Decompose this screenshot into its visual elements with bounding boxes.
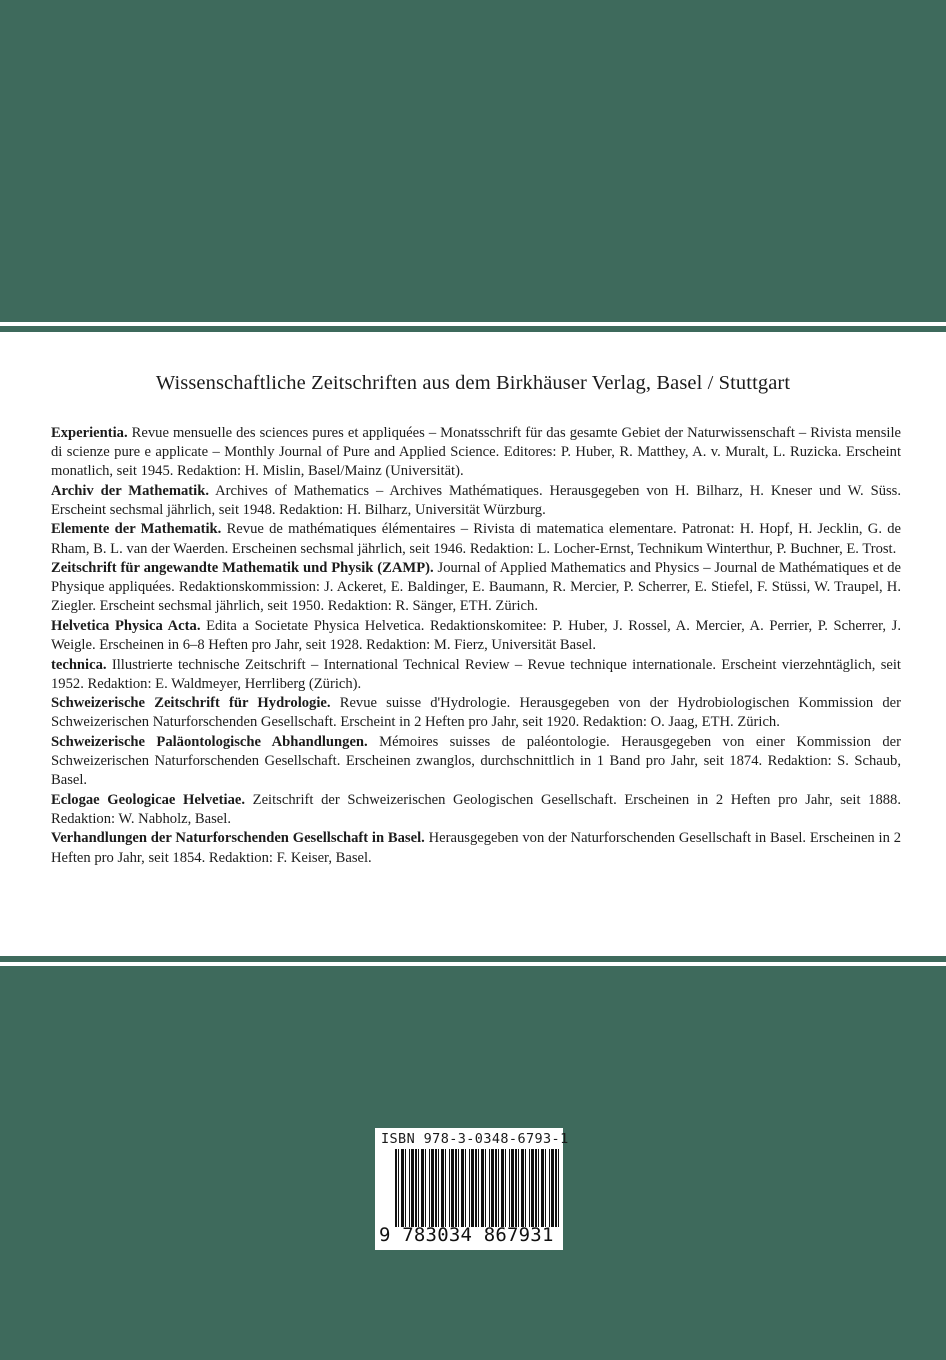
journal-entry [51,829,901,867]
journal-title: Experientia. [51,425,128,441]
journal-title: Elemente der Mathematik. [51,521,222,538]
divider-stripe-bottom [0,962,946,966]
divider-stripe-top [0,322,946,326]
journal-entry [51,656,901,694]
journal-description: Revue suisse d'Hydrologie. Herausgegeben von der Hydrobiologischen Kommission der Schweizerischen Naturforschenden Gesellschaft. Erscheint in 2 Heften pro Jahr, seit 1920. Redaktion: O. Jaag, ETH. Zürich. [51,695,901,731]
journal-description: Edita a Societate Physica Helvetica. Redaktionskomitee: P. Huber, J. Rossel, A. Mercier, A. Perrier, P. Scherrer, J. Weigle. Erscheinen in 6–8 Heften pro Jahr, seit 1928. Redaktion: M. Fierz, Universität Basel. [51,617,901,654]
journal-entry [51,559,901,616]
journal-entry [51,791,901,829]
journal-title: technica. [51,656,107,673]
journal-entry [51,482,901,520]
barcode-digits: 9 783034 867931 [379,1224,554,1246]
journal-list-panel [0,332,946,956]
journal-description: Revue de mathématiques élémentaires – Rivista di matematica elementare. Patronat: H. Hopf, H. Jecklin, G. de Rham, B. L. van der Waerden. Erscheinen sechsmal jährlich, seit 1946. Redaktion: L. Locher-Ernst, Technikum Winterthur, P. Buchner, E. Trost. [51,521,901,557]
journal-entry [51,520,901,558]
journal-description: Revue mensuelle des sciences pures et appliquées – Monatsschrift für das gesamte Gebiet der Naturwissenschaft – Rivista mensile di scienze pure e applicate – Monthly Journal of Pure and Applied Science. Editores: P. Huber, R. Matthey, A. v. Muralt, L. Ruzicka. Erscheint monatlich, seit 1945. Redaktion: H. Mislin, Basel/Mainz (Universität). [51,425,901,480]
journal-entries [51,424,901,868]
journal-description: Archives of Mathematics – Archives Mathématiques. Herausgegeben von H. Bilharz, H. Kneser und W. Süss. Erscheint sechsmal jährlich, seit 1948. Redaktion: H. Bilharz, Universität Würzburg. [51,482,901,518]
journal-title: Schweizerische Zeitschrift für Hydrologie. [51,695,331,712]
journal-title: Schweizerische Paläontologische Abhandlungen. [51,734,368,750]
journal-title: Eclogae Geologicae Helvetiae. [51,791,245,808]
journal-entry [51,617,901,655]
journal-description: Journal of Applied Mathematics and Physics – Journal de Mathématiques et de Physique appliquées. Redaktionskommission: J. Ackeret, E. Baldinger, E. Baumann, R. Mercier, P. Scherrer, E. Stiefel, F. Stüssi, W. Traupel, H. Ziegler. Erscheint sechsmal jährlich, seit 1950. Redaktion: R. Sänger, ETH. Zürich. [51,560,901,615]
journal-entry [51,424,901,481]
journal-title: Helvetica Physica Acta. [51,617,201,634]
journal-description: Herausgegeben von der Naturforschenden Gesellschaft in Basel. Erscheinen in 2 Heften pro Jahr, seit 1854. Redaktion: F. Keiser, Basel. [51,830,901,866]
journal-description: Zeitschrift der Schweizerischen Geologischen Gesellschaft. Erscheinen in 2 Heften pro Jahr, seit 1888. Redaktion: W. Nabholz, Basel. [51,791,901,827]
journal-description: Mémoires suisses de paléontologie. Herausgegeben von einer Kommission der Schweizerischen Naturforschenden Gesellschaft. Erscheinen zwanglos, durchschnittlich in 1 Band pro Jahr, seit 1874. Redaktion: S. Schaub, Basel. [51,734,901,789]
journal-title: Zeitschrift für angewandte Mathematik und Physik (ZAMP). [51,560,434,577]
journal-title: Archiv der Mathematik. [51,482,209,499]
panel-heading: Wissenschaftliche Zeitschriften aus dem Birkhäuser Verlag, Basel / Stuttgart [155,372,791,394]
journal-description: Illustrierte technische Zeitschrift – International Technical Review – Revue technique internationale. Erscheint vierzehntäglich, seit 1952. Redaktion: E. Waldmeyer, Herrliberg (Zürich). [51,656,901,692]
journal-entry [51,694,901,732]
isbn-label: ISBN 978-3-0348-6793-1 [381,1131,569,1147]
barcode-bars [395,1149,559,1227]
isbn-barcode [375,1128,569,1250]
cover-top-band [0,0,946,318]
journal-entry [51,733,901,790]
journal-title: Verhandlungen der Naturforschenden Gesellschaft in Basel. [51,830,425,847]
